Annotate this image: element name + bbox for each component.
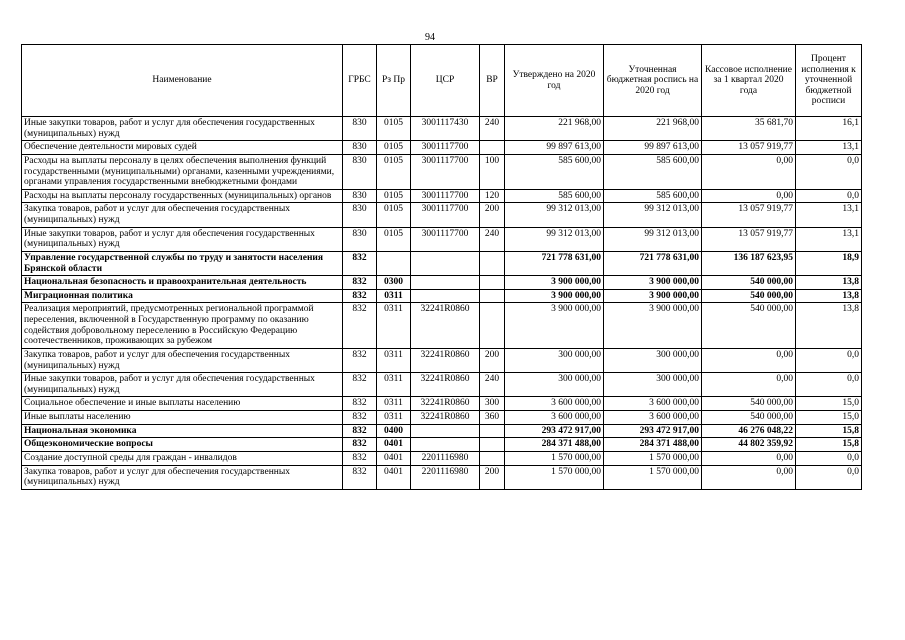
cell-rzpr: 0105 bbox=[377, 117, 411, 141]
cell-rzpr: 0105 bbox=[377, 203, 411, 227]
table-row bbox=[22, 424, 862, 438]
cell-percent: 0,0 bbox=[796, 451, 862, 465]
cell-percent: 15,0 bbox=[796, 397, 862, 411]
table-body bbox=[22, 117, 862, 490]
cell-grbs: 832 bbox=[343, 465, 377, 489]
cell-csr: 32241R0860 bbox=[411, 303, 480, 349]
cell-vr: 100 bbox=[480, 154, 505, 189]
cell-grbs: 832 bbox=[343, 397, 377, 411]
table-row bbox=[22, 465, 862, 489]
cell-rzpr bbox=[377, 251, 411, 275]
cell-grbs: 832 bbox=[343, 373, 377, 397]
cell-rzpr: 0105 bbox=[377, 154, 411, 189]
table-row bbox=[22, 348, 862, 372]
cell-name: Расходы на выплаты персоналу государственных (муниципальных) органов bbox=[22, 189, 343, 203]
cell-approved: 1 570 000,00 bbox=[505, 465, 604, 489]
cell-grbs: 832 bbox=[343, 451, 377, 465]
cell-grbs: 830 bbox=[343, 189, 377, 203]
header-grbs: ГРБС bbox=[343, 45, 377, 117]
cell-approved: 721 778 631,00 bbox=[505, 251, 604, 275]
cell-grbs: 830 bbox=[343, 154, 377, 189]
cell-cash: 44 802 359,92 bbox=[702, 438, 796, 452]
cell-percent: 18,9 bbox=[796, 251, 862, 275]
cell-percent: 0,0 bbox=[796, 465, 862, 489]
table-row bbox=[22, 154, 862, 189]
cell-refined: 99 897 613,00 bbox=[604, 141, 702, 155]
table-header-row bbox=[22, 45, 862, 117]
cell-csr: 32241R0860 bbox=[411, 397, 480, 411]
header-rzpr: Рз Пр bbox=[377, 45, 411, 117]
cell-rzpr: 0311 bbox=[377, 411, 411, 425]
cell-grbs: 832 bbox=[343, 276, 377, 290]
cell-approved: 293 472 917,00 bbox=[505, 424, 604, 438]
header-cash: Кассовое исполнение за 1 квартал 2020 года bbox=[702, 45, 796, 117]
cell-approved: 3 900 000,00 bbox=[505, 289, 604, 303]
cell-refined: 721 778 631,00 bbox=[604, 251, 702, 275]
cell-vr: 240 bbox=[480, 117, 505, 141]
cell-rzpr: 0401 bbox=[377, 465, 411, 489]
cell-cash: 0,00 bbox=[702, 154, 796, 189]
cell-vr bbox=[480, 141, 505, 155]
header-vr: ВР bbox=[480, 45, 505, 117]
cell-approved: 3 600 000,00 bbox=[505, 397, 604, 411]
cell-cash: 0,00 bbox=[702, 348, 796, 372]
cell-vr: 360 bbox=[480, 411, 505, 425]
cell-csr: 2201116980 bbox=[411, 451, 480, 465]
cell-name: Закупка товаров, работ и услуг для обеспечения государственных (муниципальных) нужд bbox=[22, 348, 343, 372]
cell-name: Реализация мероприятий, предусмотренных региональной программой переселения, включенной в Государственную программу по оказанию содействия добровольному переселению в Российскую Федерацию соотечественников, проживающих за рубежом bbox=[22, 303, 343, 349]
cell-refined: 221 968,00 bbox=[604, 117, 702, 141]
cell-csr: 3001117430 bbox=[411, 117, 480, 141]
cell-refined: 284 371 488,00 bbox=[604, 438, 702, 452]
cell-approved: 300 000,00 bbox=[505, 348, 604, 372]
cell-grbs: 832 bbox=[343, 411, 377, 425]
cell-cash: 540 000,00 bbox=[702, 289, 796, 303]
cell-approved: 3 900 000,00 bbox=[505, 276, 604, 290]
cell-approved: 585 600,00 bbox=[505, 154, 604, 189]
cell-approved: 3 600 000,00 bbox=[505, 411, 604, 425]
cell-cash: 540 000,00 bbox=[702, 303, 796, 349]
cell-vr bbox=[480, 251, 505, 275]
cell-refined: 300 000,00 bbox=[604, 348, 702, 372]
cell-csr: 3001117700 bbox=[411, 154, 480, 189]
cell-grbs: 832 bbox=[343, 289, 377, 303]
cell-vr: 200 bbox=[480, 465, 505, 489]
cell-vr: 240 bbox=[480, 373, 505, 397]
cell-percent: 0,0 bbox=[796, 154, 862, 189]
cell-cash: 35 681,70 bbox=[702, 117, 796, 141]
cell-rzpr: 0311 bbox=[377, 303, 411, 349]
cell-cash: 136 187 623,95 bbox=[702, 251, 796, 275]
cell-rzpr: 0401 bbox=[377, 438, 411, 452]
cell-rzpr: 0311 bbox=[377, 397, 411, 411]
cell-grbs: 832 bbox=[343, 424, 377, 438]
header-approved: Утверждено на 2020 год bbox=[505, 45, 604, 117]
table-row bbox=[22, 438, 862, 452]
cell-refined: 585 600,00 bbox=[604, 154, 702, 189]
cell-csr bbox=[411, 251, 480, 275]
cell-csr: 32241R0860 bbox=[411, 348, 480, 372]
cell-vr: 200 bbox=[480, 348, 505, 372]
cell-rzpr: 0300 bbox=[377, 276, 411, 290]
cell-vr bbox=[480, 303, 505, 349]
cell-grbs: 832 bbox=[343, 348, 377, 372]
cell-percent: 13,1 bbox=[796, 227, 862, 251]
table-row bbox=[22, 276, 862, 290]
cell-vr bbox=[480, 438, 505, 452]
cell-name: Расходы на выплаты персоналу в целях обеспечения выполнения функций государственными (муниципальными) органами, казенными учреждениями, органами управления государственными внебюджетными фондами bbox=[22, 154, 343, 189]
cell-percent: 0,0 bbox=[796, 373, 862, 397]
cell-grbs: 832 bbox=[343, 438, 377, 452]
cell-csr: 3001117700 bbox=[411, 227, 480, 251]
cell-vr bbox=[480, 451, 505, 465]
cell-vr: 300 bbox=[480, 397, 505, 411]
cell-vr bbox=[480, 424, 505, 438]
cell-percent: 13,1 bbox=[796, 203, 862, 227]
cell-grbs: 830 bbox=[343, 203, 377, 227]
cell-refined: 3 600 000,00 bbox=[604, 397, 702, 411]
cell-csr: 3001117700 bbox=[411, 203, 480, 227]
cell-name: Социальное обеспечение и иные выплаты населению bbox=[22, 397, 343, 411]
cell-refined: 1 570 000,00 bbox=[604, 465, 702, 489]
cell-rzpr: 0105 bbox=[377, 141, 411, 155]
cell-rzpr: 0401 bbox=[377, 451, 411, 465]
header-csr: ЦСР bbox=[411, 45, 480, 117]
cell-vr: 240 bbox=[480, 227, 505, 251]
cell-csr bbox=[411, 289, 480, 303]
cell-csr: 32241R0860 bbox=[411, 373, 480, 397]
cell-name: Закупка товаров, работ и услуг для обеспечения государственных (муниципальных) нужд bbox=[22, 203, 343, 227]
cell-cash: 0,00 bbox=[702, 373, 796, 397]
cell-rzpr: 0105 bbox=[377, 227, 411, 251]
header-name: Наименование bbox=[22, 45, 343, 117]
cell-cash: 540 000,00 bbox=[702, 276, 796, 290]
header-percent: Процент исполнения к уточненной бюджетной росписи bbox=[796, 45, 862, 117]
cell-name: Обеспечение деятельности мировых судей bbox=[22, 141, 343, 155]
cell-refined: 99 312 013,00 bbox=[604, 227, 702, 251]
cell-percent: 0,0 bbox=[796, 348, 862, 372]
cell-cash: 13 057 919,77 bbox=[702, 203, 796, 227]
table-row bbox=[22, 203, 862, 227]
page-number: 94 bbox=[425, 32, 435, 43]
cell-percent: 13,8 bbox=[796, 289, 862, 303]
cell-vr bbox=[480, 276, 505, 290]
cell-refined: 585 600,00 bbox=[604, 189, 702, 203]
cell-csr: 2201116980 bbox=[411, 465, 480, 489]
cell-csr bbox=[411, 276, 480, 290]
cell-name: Миграционная политика bbox=[22, 289, 343, 303]
cell-percent: 15,8 bbox=[796, 438, 862, 452]
cell-percent: 13,8 bbox=[796, 303, 862, 349]
cell-cash: 13 057 919,77 bbox=[702, 141, 796, 155]
cell-approved: 99 897 613,00 bbox=[505, 141, 604, 155]
cell-name: Национальная экономика bbox=[22, 424, 343, 438]
cell-name: Общеэкономические вопросы bbox=[22, 438, 343, 452]
cell-cash: 0,00 bbox=[702, 451, 796, 465]
cell-refined: 293 472 917,00 bbox=[604, 424, 702, 438]
cell-approved: 284 371 488,00 bbox=[505, 438, 604, 452]
table-row bbox=[22, 373, 862, 397]
cell-rzpr: 0311 bbox=[377, 348, 411, 372]
cell-rzpr: 0311 bbox=[377, 289, 411, 303]
cell-percent: 13,8 bbox=[796, 276, 862, 290]
cell-cash: 46 276 048,22 bbox=[702, 424, 796, 438]
cell-approved: 221 968,00 bbox=[505, 117, 604, 141]
table-row bbox=[22, 303, 862, 349]
cell-rzpr: 0400 bbox=[377, 424, 411, 438]
cell-approved: 585 600,00 bbox=[505, 189, 604, 203]
budget-table bbox=[21, 44, 862, 490]
table-row bbox=[22, 411, 862, 425]
table-row bbox=[22, 189, 862, 203]
cell-vr: 200 bbox=[480, 203, 505, 227]
cell-refined: 3 900 000,00 bbox=[604, 276, 702, 290]
cell-name: Иные закупки товаров, работ и услуг для обеспечения государственных (муниципальных) нужд bbox=[22, 117, 343, 141]
cell-grbs: 832 bbox=[343, 251, 377, 275]
cell-grbs: 832 bbox=[343, 303, 377, 349]
cell-rzpr: 0311 bbox=[377, 373, 411, 397]
cell-percent: 0,0 bbox=[796, 189, 862, 203]
cell-cash: 0,00 bbox=[702, 465, 796, 489]
cell-cash: 540 000,00 bbox=[702, 411, 796, 425]
cell-name: Национальная безопасность и правоохранительная деятельность bbox=[22, 276, 343, 290]
cell-csr bbox=[411, 424, 480, 438]
cell-vr: 120 bbox=[480, 189, 505, 203]
cell-csr bbox=[411, 438, 480, 452]
cell-approved: 1 570 000,00 bbox=[505, 451, 604, 465]
cell-name: Закупка товаров, работ и услуг для обеспечения государственных (муниципальных) нужд bbox=[22, 465, 343, 489]
cell-refined: 99 312 013,00 bbox=[604, 203, 702, 227]
cell-refined: 300 000,00 bbox=[604, 373, 702, 397]
cell-approved: 3 900 000,00 bbox=[505, 303, 604, 349]
cell-cash: 0,00 bbox=[702, 189, 796, 203]
cell-name: Иные закупки товаров, работ и услуг для обеспечения государственных (муниципальных) нужд bbox=[22, 373, 343, 397]
cell-csr: 32241R0860 bbox=[411, 411, 480, 425]
cell-percent: 13,1 bbox=[796, 141, 862, 155]
table-row bbox=[22, 227, 862, 251]
cell-csr: 3001117700 bbox=[411, 189, 480, 203]
table-row bbox=[22, 251, 862, 275]
cell-grbs: 830 bbox=[343, 227, 377, 251]
cell-cash: 13 057 919,77 bbox=[702, 227, 796, 251]
cell-refined: 3 600 000,00 bbox=[604, 411, 702, 425]
cell-approved: 300 000,00 bbox=[505, 373, 604, 397]
table-row bbox=[22, 451, 862, 465]
header-refined: Уточненная бюджетная роспись на 2020 год bbox=[604, 45, 702, 117]
cell-name: Иные закупки товаров, работ и услуг для обеспечения государственных (муниципальных) нужд bbox=[22, 227, 343, 251]
cell-vr bbox=[480, 289, 505, 303]
cell-refined: 3 900 000,00 bbox=[604, 303, 702, 349]
cell-percent: 15,8 bbox=[796, 424, 862, 438]
cell-percent: 15,0 bbox=[796, 411, 862, 425]
table-row bbox=[22, 141, 862, 155]
cell-refined: 1 570 000,00 bbox=[604, 451, 702, 465]
table-row bbox=[22, 117, 862, 141]
table-row bbox=[22, 289, 862, 303]
table-row bbox=[22, 397, 862, 411]
cell-approved: 99 312 013,00 bbox=[505, 203, 604, 227]
cell-csr: 3001117700 bbox=[411, 141, 480, 155]
cell-cash: 540 000,00 bbox=[702, 397, 796, 411]
cell-rzpr: 0105 bbox=[377, 189, 411, 203]
cell-percent: 16,1 bbox=[796, 117, 862, 141]
cell-refined: 3 900 000,00 bbox=[604, 289, 702, 303]
cell-approved: 99 312 013,00 bbox=[505, 227, 604, 251]
cell-grbs: 830 bbox=[343, 117, 377, 141]
cell-name: Управление государственной службы по труду и занятости населения Брянской области bbox=[22, 251, 343, 275]
cell-name: Иные выплаты населению bbox=[22, 411, 343, 425]
cell-grbs: 830 bbox=[343, 141, 377, 155]
cell-name: Создание доступной среды для граждан - инвалидов bbox=[22, 451, 343, 465]
